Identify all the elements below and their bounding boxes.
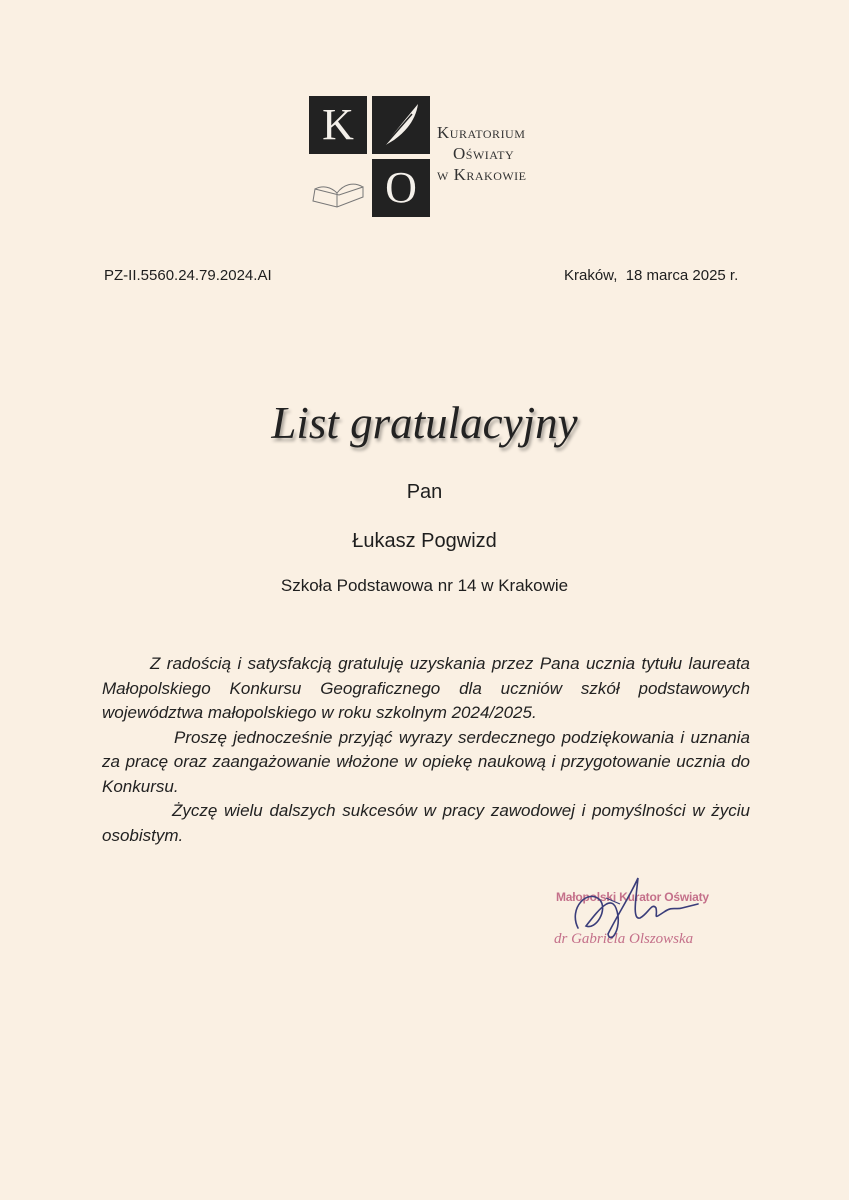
letter-body — [102, 652, 750, 848]
open-book-icon — [309, 159, 367, 217]
logo-letter-k: K — [322, 100, 354, 149]
logo-tile-o — [372, 159, 430, 217]
logo-letter-o: O — [385, 163, 417, 212]
logo-tile-k — [309, 96, 367, 154]
school-name: Szkoła Podstawowa nr 14 w Krakowie — [280, 576, 569, 595]
stamp-title: Małopolski Kurator Oświaty — [556, 890, 709, 904]
salutation: Pan — [406, 481, 443, 503]
quill-icon — [372, 96, 430, 154]
document-title: List gratulacyjny — [271, 398, 578, 448]
body-paragraph-1: Z radością i satysfakcją gratuluję uzyskania przez Pana ucznia tytułu laureata Małopolskiego Konkursu Geograficznego dla uczniów szkół podstawowych województwa małopolskiego w roku szkolnym 2024/2025. — [102, 654, 750, 722]
logo-text-line1: Kuratorium — [437, 123, 526, 142]
place-and-date: Kraków, 18 marca 2025 r. — [564, 267, 739, 284]
official-stamp — [548, 868, 718, 958]
stamp-name: dr Gabriela Olszowska — [554, 931, 694, 947]
logo-text-line3: w Krakowie — [437, 165, 527, 184]
kuratorium-logo — [309, 96, 559, 218]
body-paragraph-3: Życzę wielu dalszych sukcesów w pracy zawodowej i pomyślności w życiu osobistym. — [102, 801, 750, 845]
logo-text — [437, 122, 567, 185]
recipient-name: Łukasz Pogwizd — [352, 530, 497, 552]
reference-number: PZ-II.5560.24.79.2024.AI — [104, 267, 272, 284]
handwritten-signature — [548, 868, 718, 958]
body-paragraph-2: Proszę jednocześnie przyjąć wyrazy serdecznego podziękowania i uznania za pracę oraz zaangażowanie włożone w opiekę naukową i przygotowanie ucznia do Konkursu. — [102, 727, 750, 796]
logo-text-line2: Oświaty — [453, 144, 515, 163]
